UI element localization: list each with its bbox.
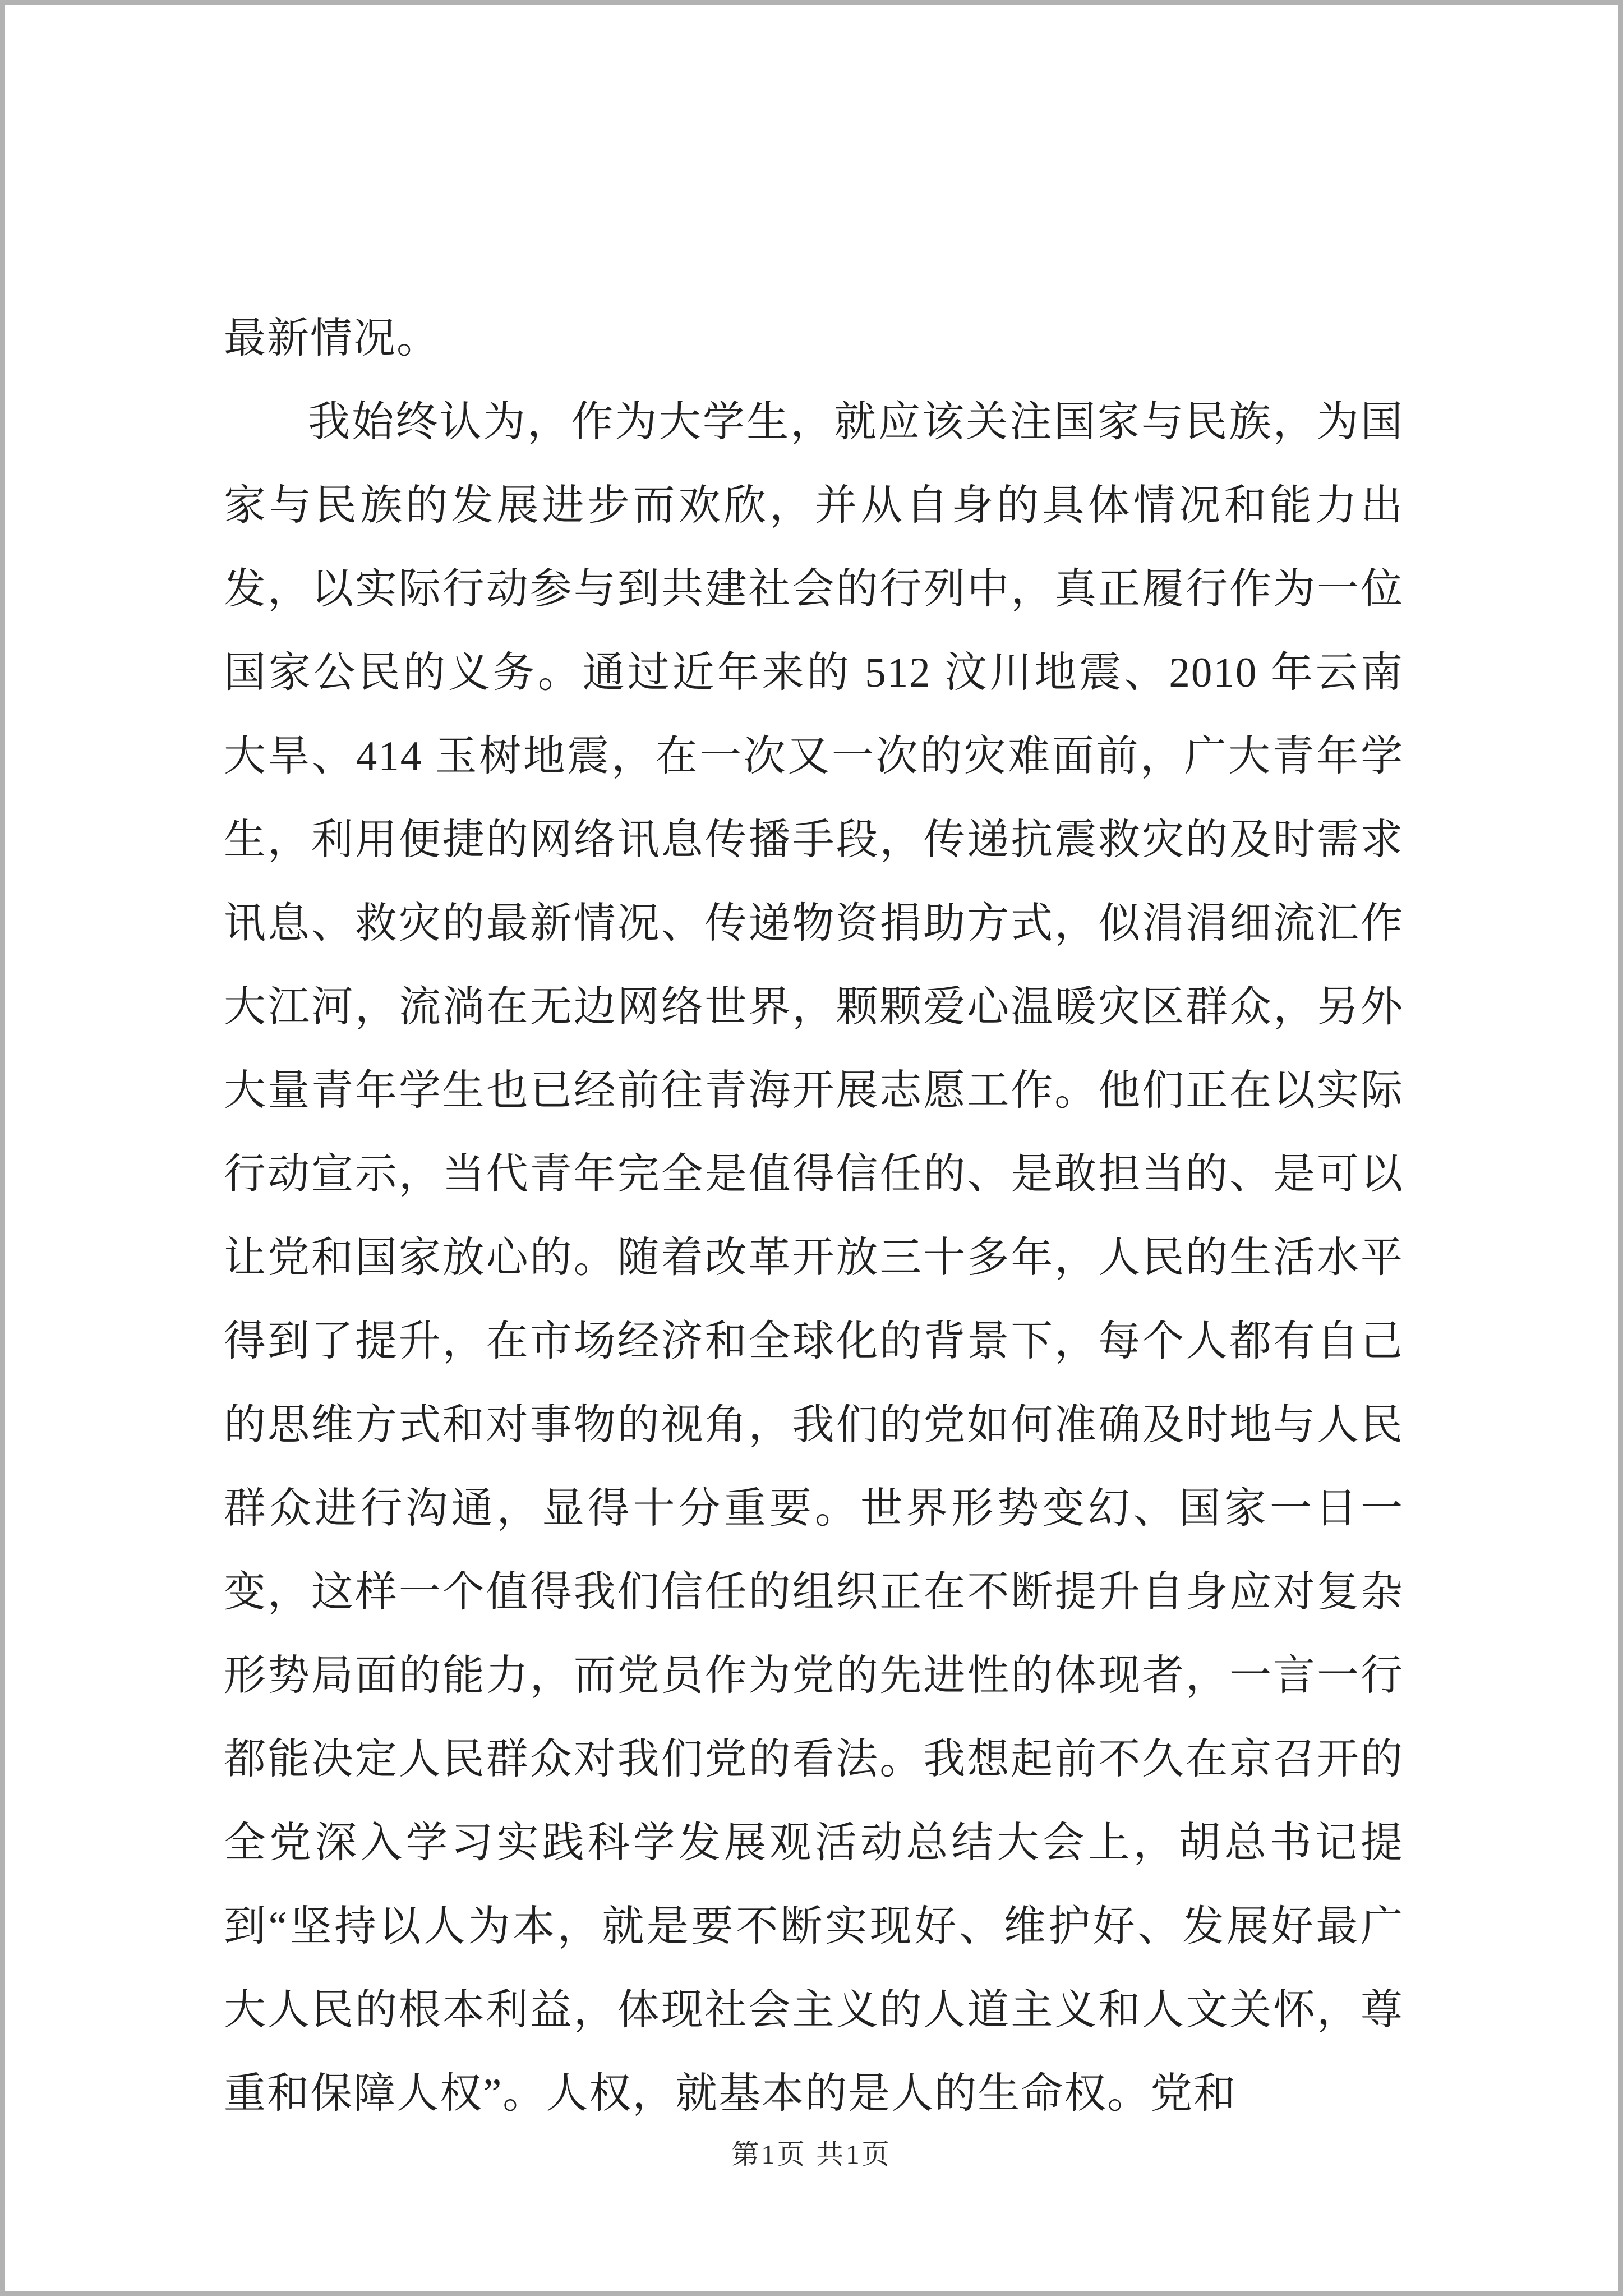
document-body (224, 297, 1404, 2136)
paragraph-main: 我始终认为，作为大学生，就应该关注国家与民族，为国家与民族的发展进步而欢欣，并从自身的具体情况和能力出发，以实际行动参与到共建社会的行列中，真正履行作为一位国家公民的义务。通过近年来的 512 汶川地震、2010 年云南大旱、414 玉树地震，在一次又一次的灾难面前，广大青年学生，利用便捷的网络讯息传播手段，传递抗震救灾的及时需求讯息、救灾的最新情况、传递物资捐助方式，似涓涓细流汇作大江河，流淌在无边网络世界，颗颗爱心温暖灾区群众，另外大量青年学生也已经前往青海开展志愿工作。他们正在以实际行动宣示，当代青年完全是值得信任的、是敢担当的、是可以让党和国家放心的。随着改革开放三十多年，人民的生活水平得到了提升，在市场经济和全球化的背景下，每个人都有自己的思维方式和对事物的视角，我们的党如何准确及时地与人民群众进行沟通，显得十分重要。世界形势变幻、国家一日一变，这样一个值得我们信任的组织正在不断提升自身应对复杂形势局面的能力，而党员作为党的先进性的体现者，一言一行都能决定人民群众对我们党的看法。我想起前不久在京召开的全党深入学习实践科学发展观活动总结大会上，胡总书记提到“坚持以人为本，就是要不断实现好、维护好、发展好最广大人民的根本利益，体现社会主义的人道主义和人文关怀，尊重和保障人权”。人权，就基本的是人的生命权。党和 (224, 399, 1404, 2117)
paragraph-continuation: 最新情况。 (224, 315, 440, 362)
page-footer (5, 2133, 1618, 2172)
page-number-indicator: 第1页 共1页 (731, 2139, 892, 2170)
